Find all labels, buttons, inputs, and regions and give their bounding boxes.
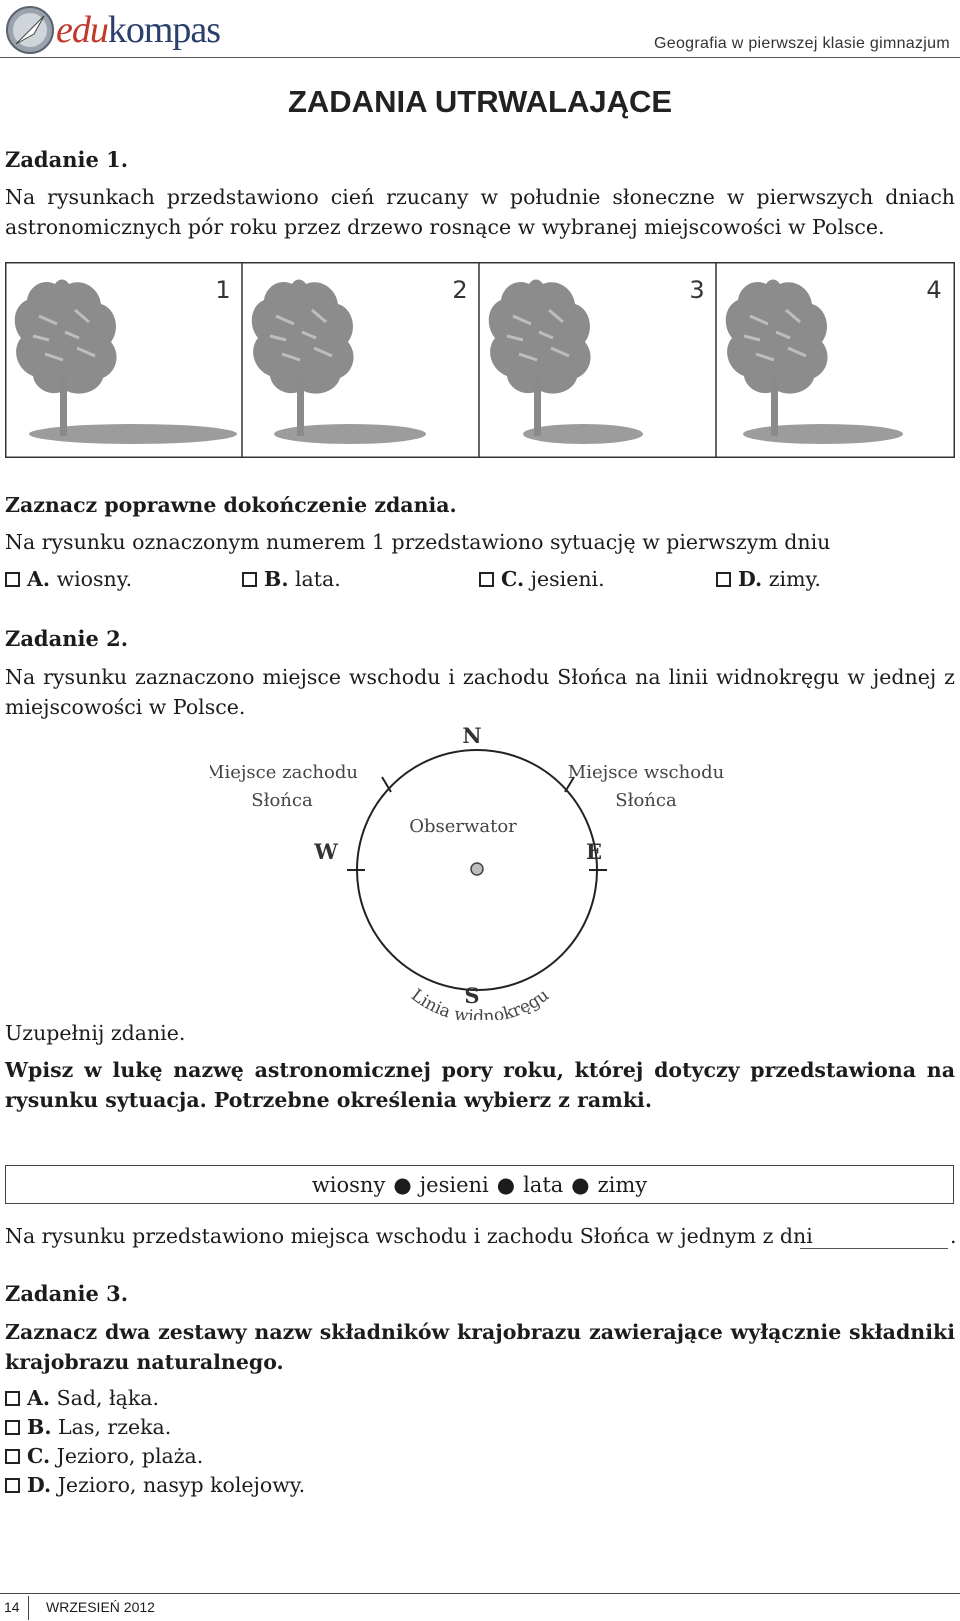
tree-shadow bbox=[743, 424, 903, 444]
checkbox[interactable] bbox=[242, 572, 257, 587]
option-text: zimy. bbox=[768, 567, 821, 591]
option-b[interactable] bbox=[242, 567, 341, 591]
task1-question: Na rysunku oznaczonym numerem 1 przedstawiono sytuację w pierwszym dniu bbox=[5, 530, 831, 554]
word-box bbox=[5, 1165, 954, 1204]
option-text: wiosny. bbox=[56, 567, 133, 591]
tree-icon bbox=[252, 280, 354, 437]
task1-intro: Na rysunkach przedstawiono cień rzucany w południe słoneczne w pierwszych dniach astronomicznych pór roku przez drzewo rosnące w wybranej miejscowości w Polsce. bbox=[5, 185, 955, 239]
task2-heading: Zadanie 2. bbox=[5, 626, 129, 651]
task2-intro: Na rysunku zaznaczono miejsce wschodu i zachodu Słońca na linii widnokręgu w jednej z miejscowości w Polsce. bbox=[5, 665, 955, 719]
word-option: jesieni bbox=[419, 1172, 489, 1197]
footer-separator bbox=[28, 1596, 29, 1620]
option-text: Sad, łąka. bbox=[56, 1386, 160, 1410]
option-letter: D. bbox=[27, 1473, 52, 1497]
south-label: S bbox=[464, 982, 480, 1008]
checkbox[interactable] bbox=[5, 572, 20, 587]
page-number: 14 bbox=[4, 1599, 20, 1615]
checkbox[interactable] bbox=[5, 1420, 20, 1435]
checkbox[interactable] bbox=[5, 1478, 20, 1493]
sunset-label-line1: Miejsce zachodu bbox=[210, 762, 358, 783]
task2-instruction1: Uzupełnij zdanie. bbox=[5, 1021, 186, 1045]
observer-dot bbox=[471, 863, 483, 875]
checkbox[interactable] bbox=[5, 1449, 20, 1464]
option-text: lata. bbox=[295, 567, 341, 591]
option-letter: C. bbox=[27, 1444, 51, 1468]
west-label: W bbox=[314, 838, 338, 864]
header-divider bbox=[0, 57, 960, 58]
task2-instruction2: Wpisz w lukę nazwę astronomicznej pory roku, której dotyczy przedstawiona na rysunku sytuacja. Potrzebne określenia wybierz z ramki. bbox=[5, 1058, 955, 1112]
answer-blank[interactable] bbox=[800, 1248, 948, 1249]
option-letter: A. bbox=[27, 567, 51, 591]
option-d[interactable] bbox=[716, 567, 821, 591]
checkbox[interactable] bbox=[5, 1391, 20, 1406]
task3-option-d[interactable] bbox=[5, 1473, 305, 1497]
sentence-period: . bbox=[950, 1224, 957, 1248]
north-label: N bbox=[462, 722, 482, 748]
tree-panel-1 bbox=[15, 280, 237, 445]
footer-date: WRZESIEŃ 2012 bbox=[46, 1599, 155, 1615]
tree-panel-4 bbox=[726, 280, 903, 445]
observer-label: Obserwator bbox=[409, 816, 517, 837]
task3-option-a[interactable] bbox=[5, 1386, 159, 1410]
logo-prefix: edu bbox=[56, 9, 108, 51]
task3-option-c[interactable] bbox=[5, 1444, 203, 1468]
sunset-label-line2: Słońca bbox=[251, 790, 313, 811]
bullet-icon: ● bbox=[393, 1172, 412, 1197]
option-text: jesieni. bbox=[530, 567, 605, 591]
option-text: Jezioro, plaża. bbox=[56, 1444, 204, 1468]
option-letter: B. bbox=[27, 1415, 52, 1439]
option-letter: A. bbox=[27, 1386, 51, 1410]
tree-panel-2 bbox=[252, 280, 426, 445]
tree-icon bbox=[489, 280, 591, 437]
option-a[interactable] bbox=[5, 567, 132, 591]
task3-option-b[interactable] bbox=[5, 1415, 171, 1439]
panel-number: 4 bbox=[926, 276, 942, 304]
compass-logo-icon bbox=[4, 4, 56, 56]
tree-icon bbox=[726, 280, 828, 437]
logo-suffix: kompas bbox=[107, 9, 221, 51]
bullet-icon: ● bbox=[571, 1172, 590, 1197]
checkbox[interactable] bbox=[479, 572, 494, 587]
bullet-icon: ● bbox=[496, 1172, 516, 1197]
option-c[interactable] bbox=[479, 567, 605, 591]
tree-panel-3 bbox=[489, 280, 643, 445]
task2-sentence: Na rysunku przedstawiono miejsca wschodu i zachodu Słońca w jednym z dni bbox=[5, 1224, 813, 1248]
checkbox[interactable] bbox=[716, 572, 731, 587]
option-text: Jezioro, nasyp kolejowy. bbox=[57, 1473, 306, 1497]
panel-number: 1 bbox=[215, 276, 231, 304]
tree-shadow-figure bbox=[5, 262, 955, 458]
word-option: wiosny bbox=[311, 1172, 386, 1197]
panel-number: 3 bbox=[689, 276, 705, 304]
horizon-diagram bbox=[210, 720, 750, 1020]
task1-heading: Zadanie 1. bbox=[5, 147, 129, 172]
option-text: Las, rzeka. bbox=[58, 1415, 172, 1439]
page-title: ZADANIA UTRWALAJĄCE bbox=[287, 84, 673, 119]
panel-number: 2 bbox=[452, 276, 468, 304]
tree-icon bbox=[15, 280, 117, 437]
word-option: zimy bbox=[597, 1172, 648, 1197]
tree-shadow bbox=[274, 424, 426, 444]
word-option: lata bbox=[523, 1172, 564, 1197]
task1-instruction: Zaznacz poprawne dokończenie zdania. bbox=[5, 493, 457, 517]
option-letter: C. bbox=[501, 567, 525, 591]
task3-instruction: Zaznacz dwa zestawy nazw składników krajobrazu zawierające wyłącznie składniki krajobrazu naturalnego. bbox=[5, 1320, 955, 1374]
header-subtitle: Geografia w pierwszej klasie gimnazjum bbox=[654, 35, 950, 52]
sunrise-label-line1: Miejsce wschodu bbox=[567, 762, 725, 783]
footer-divider bbox=[0, 1593, 960, 1594]
option-letter: D. bbox=[738, 567, 763, 591]
sunrise-label-line2: Słońca bbox=[615, 790, 677, 811]
horizon-label: Linia widnokręgu bbox=[407, 985, 553, 1020]
logo-wordmark bbox=[56, 8, 220, 52]
east-label: E bbox=[585, 838, 603, 864]
task3-heading: Zadanie 3. bbox=[5, 1281, 129, 1306]
option-letter: B. bbox=[264, 567, 289, 591]
